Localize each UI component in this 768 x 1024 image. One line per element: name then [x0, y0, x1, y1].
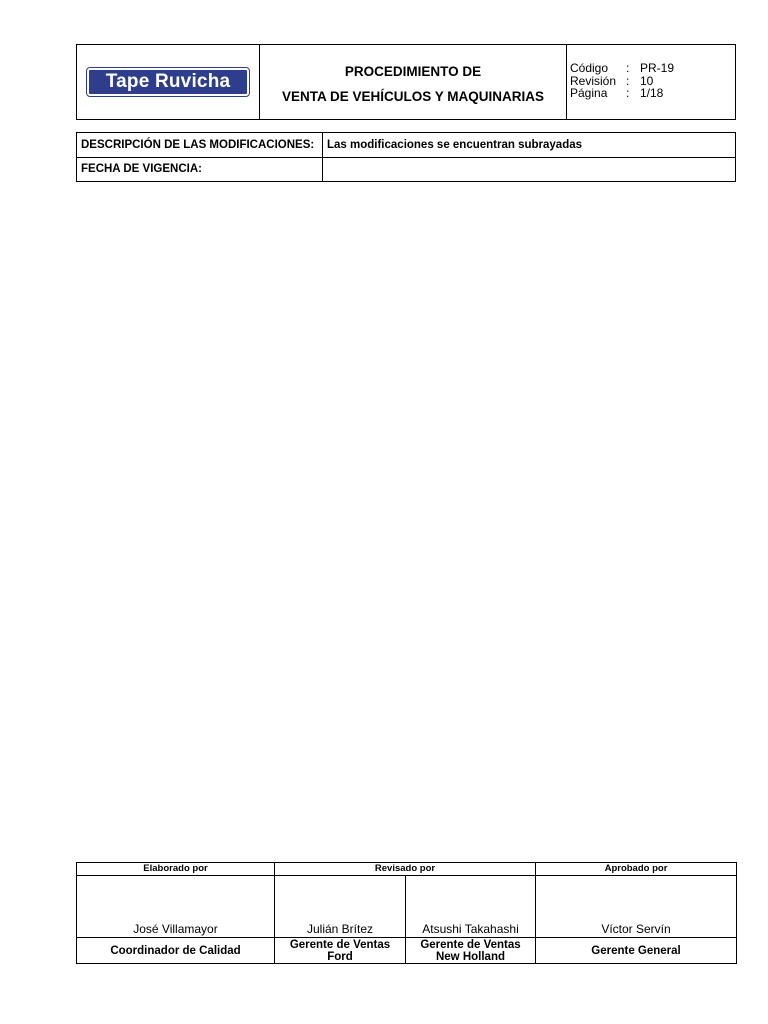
role-line: New Holland	[435, 950, 505, 963]
modifications-label: DESCRIPCIÓN DE LAS MODIFICACIONES:	[77, 133, 323, 158]
meta-codigo	[570, 62, 735, 75]
logo-cell	[77, 45, 260, 120]
revision-value: 10	[640, 73, 654, 88]
signature-table	[76, 862, 737, 964]
signatory-name: Víctor Servín	[536, 876, 737, 938]
signatory-role: Coordinador de Calidad	[77, 938, 275, 964]
pagina-separator: :	[626, 86, 630, 100]
codigo-separator: :	[626, 61, 630, 75]
revision-label: Revisión	[570, 73, 617, 88]
company-logo: Tape Ruvicha	[87, 68, 249, 96]
elaborado-header: Elaborado por	[77, 863, 275, 876]
revisado-header: Revisado por	[275, 863, 536, 876]
signatory-name: Julián Brítez	[275, 876, 406, 938]
role-line: Gerente de Ventas	[289, 938, 391, 951]
modifications-table	[76, 132, 736, 182]
title-line-1: PROCEDIMIENTO DE	[344, 64, 482, 79]
codigo-value: PR-19	[640, 61, 675, 75]
signatory-name: Atsushi Takahashi	[406, 876, 536, 938]
codigo-label: Código	[570, 61, 609, 75]
pagina-label: Página	[570, 86, 608, 100]
vigencia-label: FECHA DE VIGENCIA:	[77, 157, 323, 182]
document-header	[76, 44, 736, 120]
title-line-2: VENTA DE VEHÍCULOS Y MAQUINARIAS	[281, 89, 545, 104]
role-line: Gerente de Ventas	[420, 938, 521, 951]
aprobado-header: Aprobado por	[536, 863, 737, 876]
document-meta	[567, 45, 736, 120]
document-title	[260, 45, 567, 120]
vigencia-value	[323, 157, 736, 182]
modifications-value: Las modificaciones se encuentran subrayadas	[323, 133, 736, 158]
meta-pagina	[570, 87, 735, 100]
signatory-role	[275, 938, 406, 964]
role-line: Ford	[327, 950, 353, 963]
revision-separator: :	[626, 73, 630, 88]
pagina-value: 1/18	[640, 86, 664, 100]
signatory-role: Gerente General	[536, 938, 737, 964]
signatory-role	[406, 938, 536, 964]
signatory-name: José Villamayor	[77, 876, 275, 938]
